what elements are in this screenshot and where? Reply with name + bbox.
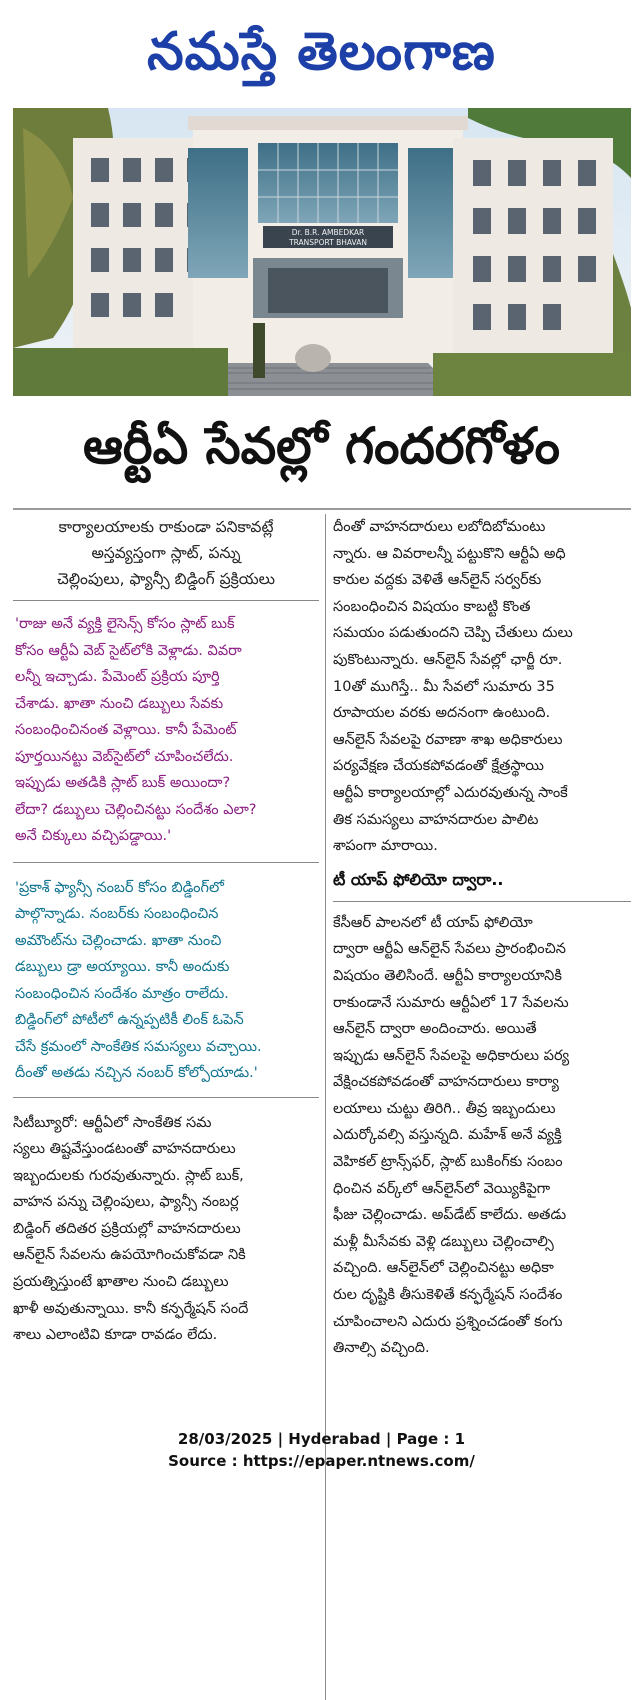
left-column (13, 514, 319, 1349)
case-quote-raju: 'రాజు అనే వ్యక్తి లైసెన్స్ కోసం స్లాట్ బుక్ కోసం ఆర్టీఏ వెబ్ సైట్‌లోకి వెళ్లాడు. వివరా లన్నీ ఇచ్చాడు. పేమెంట్ ప్రక్రియ పూర్తి చేశాడు. ఖాతా నుంచి డబ్బులు సేవకు సంబంధించినంత వెళ్లాయి. కానీ పేమెంట్ పూర్తయినట్టు వెబ్‌సైట్‌లో చూపించలేదు. ఇప్పుడు అతడికి స్లాట్ బుక్ అయిందా? లేదా? డబ్బులు చెల్లించినట్టు సందేశం ఎలా? అనే చిక్కులు వచ్చిపడ్డాయి.' (13, 609, 319, 863)
headline-rule (13, 508, 631, 510)
right-column (333, 514, 631, 1362)
newspaper-title: నమస్తే తెలంగాణ (147, 22, 496, 82)
transport-bhavan-building-image (13, 108, 631, 396)
footer-source-line: Source : https://epaper.ntnews.com/ (168, 1452, 475, 1470)
news-photo (13, 108, 631, 396)
column-divider (325, 514, 326, 1700)
building-sign-line1: Dr. B.R. AMBEDKAR (291, 228, 365, 237)
building-sign-line2: TRANSPORT BHAVAN (289, 238, 367, 247)
right-body-paragraph-2: కేసీఆర్ పాలనలో టీ యాప్ ఫోలియో ద్వారా ఆర్టీఏ ఆన్‌లైన్ సేవలు ప్రారంభించిన విషయం తెలిసిందే. ఆర్టీఏ కార్యాలయానికి రాకుండానే సుమారు ఆర్టీఏలో 17 సేవలను ఆన్‌లైన్ ద్వారా అందించారు. అయితే ఇప్పుడు ఆన్‌లైన్ సేవలపై అధికారులు పర్య వేక్షించకపోవడంతో వాహనదారులు కార్యా లయాలు చుట్టు తిరిగి.. తీవ్ర ఇబ్బందులు ఎదుర్కోవల్సి వస్తున్నది. మహేశ్ అనే వ్యక్తి వెహికల్ ట్రాన్స్‌ఫర్, స్లాట్ బుకింగ్‌కు సంబం ధించిన వర్క్‌లో ఆన్‌లైన్‌లో వెయ్యికిపైగా ఫీజు చెల్లించాడు. అప్‌డేట్ కాలేదు. అతడు మళ్లీ మీసేవకు వెళ్లి డబ్బులు చెల్లించాల్సి వచ్చింది. ఆన్‌లైన్‌లో చెల్లించినట్టు అధికా రుల దృష్టికి తీసుకెళితే కన్ఫర్మేషన్ సందేశం చూపించాలని ఎదురు ప్రశ్నించడంతో కంగు తినాల్సి వచ్చింది. (333, 914, 570, 1357)
section-heading-t-app-folio: టీ యాప్ ఫోలియో ద్వారా.. (333, 870, 631, 902)
subheads (13, 514, 319, 601)
case-quote-prakash: 'ప్రకాశ్ ఫ్యాన్సీ నంబర్ కోసం బిడ్డింగ్‌లో పాల్గొన్నాడు. నంబర్‌కు సంబంధించిన అమౌంట్‌ను చెల్లించాడు. ఖాతా నుంచి డబ్బులు డ్రా అయ్యాయి. కానీ అందుకు సంబంధించిన సందేశం మాత్రం రాలేదు. బిడ్డింగ్‌లో పోటీలో ఉన్నప్పటికీ లింక్ ఓపెన్ చేసే క్రమంలో సాంకేతిక సమస్యలు వచ్చాయి. దీంతో అతడు నచ్చిన నంబర్ కోల్పోయాడు.' (13, 863, 319, 1098)
page-footer (0, 1428, 643, 1472)
right-body-paragraph-1: దీంతో వాహనదారులు లబోదిబోమంటు న్నారు. ఆ వివరాలన్నీ పట్టుకొని ఆర్టీఏ అధి కారుల వద్దకు వెళితే ఆన్‌లైన్ సర్వర్‌కు సంబంధించిన విషయం కాబట్టి కొంత సమయం పడుతుందని చెప్పి చేతులు దులు పుకొంటున్నారు. ఆన్‌లైన్ సేవల్లో ఛార్జీ రూ. 10తో ముగిస్తే.. మీ సేవలో సుమారు 35 రూపాయల వరకు అదనంగా ఉంటుంది. ఆన్‌లైన్ సేవలపై రవాణా శాఖ అధికారులు పర్యవేక్షణ చేయకపోవడంతో క్షేత్రస్థాయి ఆర్టీఏ కార్యాలయాల్లో ఎదురవుతున్న సాంకే తిక సమస్యలు వాహనదారుల పాలిట శాపంగా మారాయి. (333, 519, 573, 855)
subhead-line-2: అస్తవ్యస్తంగా స్లాట్, పన్ను (91, 544, 241, 562)
footer-date-line: 28/03/2025 | Hyderabad | Page : 1 (177, 1430, 466, 1448)
headline: ఆర్టీఏ సేవల్లో గందరగోళం (83, 416, 560, 475)
subhead-line-1: కార్యాలయాలకు రాకుండా పనికావట్లే (58, 518, 274, 536)
left-body-paragraph: సిటీబ్యూరో: ఆర్టీఏలో సాంకేతిక సమ స్యలు తిష్టవేస్తుండటంతో వాహనదారులు ఇబ్బందులకు గురవుతున్నారు. స్లాట్ బుక్, వాహన పన్ను చెల్లింపులు, ఫ్యాన్సీ నంబర్ల బిడ్డింగ్ తదితర ప్రక్రియల్లో వాహనదారులు ఆన్‌లైన్ సేవలను ఉపయోగించుకోవడా నికి ప్రయత్నిస్తుంటే ఖాతాల నుంచి డబ్బులు ఖాళీ అవుతున్నాయి. కానీ కన్ఫర్మేషన్ సందే శాలు ఎలాంటివి కూడా రావడం లేదు. (13, 1114, 249, 1344)
masthead (0, 0, 643, 104)
subhead-line-3: చెల్లింపులు, ఫ్యాన్సీ బిడ్డింగ్ ప్రక్రియలు (56, 570, 276, 588)
